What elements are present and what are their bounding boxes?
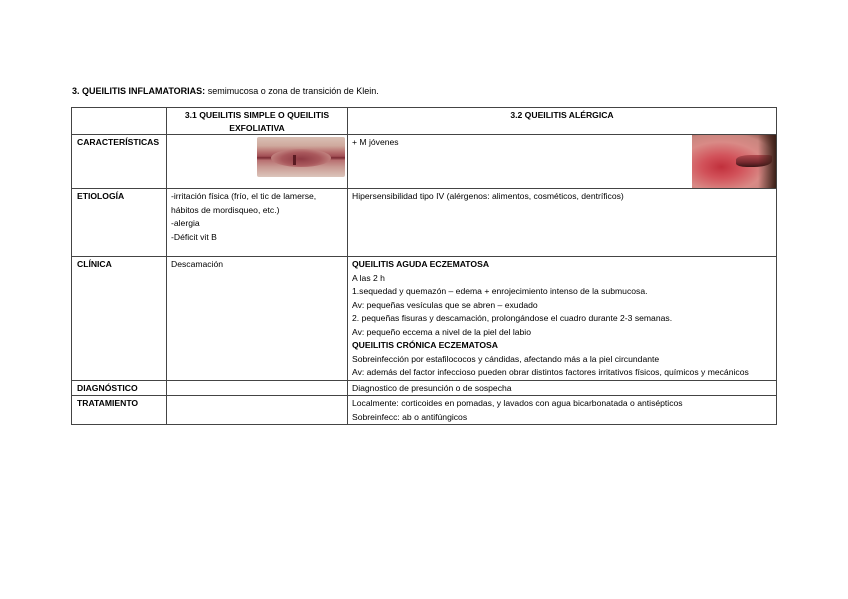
clinica-line: 2. pequeñas fisuras y descamación, prolongándose el cuadro durante 2-3 semanas. [352,313,673,323]
etiologia-simple-line: -irritación física (frío, el tic de lamerse, hábitos de mordisqueo, etc.) [171,191,317,215]
cell-clinica-alergica [348,257,777,381]
tratamiento-line: Localmente: corticoides en pomadas, y lavados con agua bicarbonatada o antisépticos [352,398,683,408]
section-subtitle: semimucosa o zona de transición de Klein. [207,86,379,96]
tratamiento-line: Sobreinfecc: ab o antifúngicos [352,411,468,422]
column-header-alergica: 3.2 QUEILITIS ALÉRGICA [348,108,777,135]
etiologia-simple-line: -Déficit vit B [171,231,217,242]
table-row [72,135,777,189]
cell-tratamiento-simple [167,396,348,425]
row-label-clinica: CLÍNICA [72,257,167,381]
clinica-cronica-title: QUEILITIS CRÓNICA ECZEMATOSA [352,340,498,350]
table-row [72,380,777,396]
caracteristicas-alergica-text: + M jóvenes [352,137,399,147]
table-row [72,189,777,257]
cell-caracteristicas-alergica [348,135,777,189]
lip-photo-exfoliative [257,137,345,177]
etiologia-simple-line: -alergia [171,218,200,228]
table-row [72,257,777,381]
row-label-etiologia: ETIOLOGÍA [72,189,167,257]
row-label-tratamiento: TRATAMIENTO [72,396,167,425]
row-label-diagnostico: DIAGNÓSTICO [72,380,167,396]
section-heading [72,86,379,97]
cell-diagnostico-alergica: Diagnostico de presunción o de sospecha [348,380,777,396]
lip-photo-allergic [692,135,776,188]
clinica-line: A las 2 h [352,272,385,283]
cell-etiologia-simple [167,189,348,257]
row-label-caracteristicas: CARACTERÍSTICAS [72,135,167,189]
clinica-cronica-line: Av: además del factor infeccioso pueden obrar distintos factores irritativos físicos, químicos y mecánicos [352,367,749,377]
clinica-aguda-title: QUEILITIS AGUDA ECZEMATOSA [352,259,490,269]
section-title: 3. QUEILITIS INFLAMATORIAS: [72,86,206,96]
cell-etiologia-alergica: Hipersensibilidad tipo IV (alérgenos: alimentos, cosméticos, dentríficos) [348,189,777,257]
clinica-line: Av: pequeño eccema a nivel de la piel del labio [352,326,531,337]
clinica-cronica-line: Sobreinfección por estafilococos y cándidas, afectando más a la piel circundante [352,353,660,364]
clinica-line: 1.sequedad y quemazón – edema + enrojecimiento intenso de la submucosa. [352,286,648,296]
cell-tratamiento-alergica [348,396,777,425]
cell-diagnostico-simple [167,380,348,396]
table-row [72,396,777,425]
table-header-row [72,108,777,135]
cell-caracteristicas-simple [167,135,348,189]
column-header-simple: 3.1 QUEILITIS SIMPLE O QUEILITIS EXFOLIATIVA [167,108,348,135]
queilitis-table [71,107,777,425]
empty-header-cell [72,108,167,135]
clinica-line: Av: pequeñas vesículas que se abren – exudado [352,299,538,310]
cell-clinica-simple: Descamación [167,257,348,381]
